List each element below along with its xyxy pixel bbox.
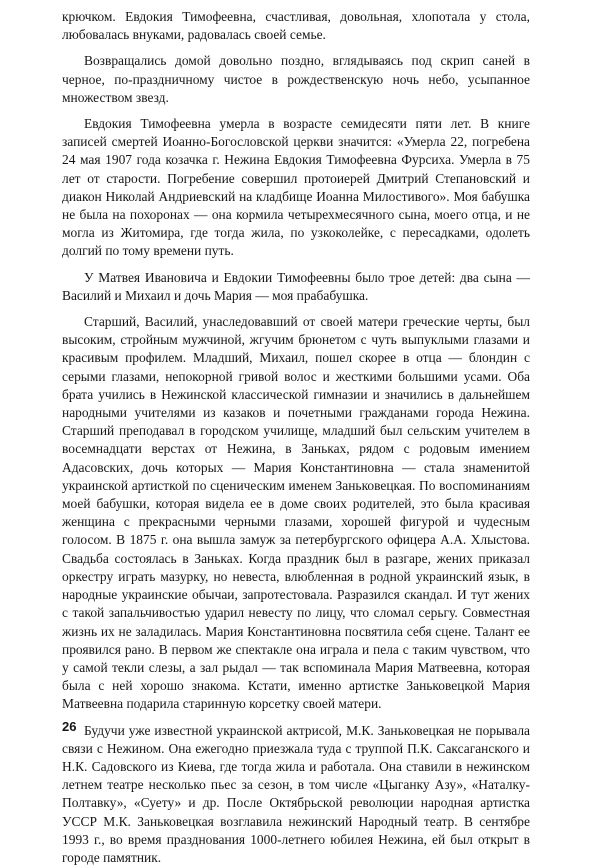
paragraph-4: У Матвея Ивановича и Евдокии Тимофеевны было трое детей: два сына — Василий и Михаил и дочь Мария — моя прабабушка. — [62, 269, 530, 303]
paragraph-6: Будучи уже известной украинской актрисой, М.К. Заньковецкая не порывала связи с Нежином. Она ежегодно приезжала туда с труппой П.К. Саксаганского и Н.К. Садовского из Киева, где тогда жила и работала. Она ставили в нежинском летнем театре несколько пьес за сезон, в том числе «Цыганку Азу», «Наталку-Полтавку», «Суету» и др. После Октябрьской революции народная артистка УССР М.К. Заньковецкая возглавила нежинский Народный театр. В сентябре 1993 г., во время празднования 1000-летнего юбилея Нежина, ей был открыт в городе памятник. — [62, 722, 530, 865]
paragraph-2: Возвращались домой довольно поздно, вглядываясь под скрип саней в черное, по-праздничному чистое в рождественскую ночь небо, усыпанное множеством звезд. — [62, 53, 530, 105]
page-number: 26 — [62, 719, 77, 734]
paragraph-1: крючком. Евдокия Тимофеевна, счастливая, довольная, хлопотала у стола, любовалась внуками, радовалась своей семье. — [62, 9, 530, 43]
paragraph-3: Евдокия Тимофеевна умерла в возрасте семидесяти пяти лет. В книге записей смертей Иоанно-Богословской церкви значится: «Умерла 22, погребена 24 мая 1907 года козачка г. Нежина Евдокия Тимофеевна Фурсиха. Умерла в 75 лет от старости. Погребение совершил протоиерей Дмитрий Степановский и диакон Николай Андриевский на кладбище Иоанна Милостивого». Моя бабушка не была на похоронах — она кормила четырехмесячного сына, моего отца, и не могла из Житомира, где тогда жила, по узкоколейке, с пересадками, одолеть долгий по тому времени путь. — [62, 116, 530, 259]
paragraph-5: Старший, Василий, унаследовавший от своей матери греческие черты, был высоким, стройным мужчиной, жгучим брюнетом с чуть выпуклыми глазами и красивым профилем. Младший, Михаил, пошел скорее в отца — блондин с серыми глазами, непокорной гривой волос и жесткими большими усами. Оба брата учились в Нежинской классической гимназии и значились в дальнейшем народными учителями из казаков и почетными гражданами города Нежина. Старший преподавал в городском училище, младший был сельским учителем в восемнадцати верстах от Нежина, в Заньках, рядом с родовым имением Адасовских, дочь которых — Мария Константиновна — стала знаменитой украинской артисткой по сценическим именем Заньковецкая. По воспоминаниям моей бабушки, которая видела ее в доме своих родителей, это была красивая женщина с прекрасными черными глазами, хорошей фигурой и чудесным голосом. В 1875 г. она вышла замуж за петербургского офицера А.А. Хлыстова. Свадьба состоялась в Заньках. Когда праздник был в разгаре, жених приказал оркестру играть мазурку, но невеста, влюбленная в родной украинский язык, в народные украинские обычаи, запротестовала. Разразился скандал. И тут жених с такой запальчивостью ударил невесту по лицу, что сломал серьгу. Совместная жизнь их не заладилась. Мария Константиновна посвятила себя сцене. Талант ее проявился рано. В первом же спектакле она играла и пела с таким чувством, что у самой текли слезы, а зал рыдал — так вспоминала Мария Матвеевна, которая была с ней хорошо знакома. Кстати, именно артистке Заньковецкой Мария Матвеевна подарила старинную корсетку своей матери. — [62, 314, 530, 712]
